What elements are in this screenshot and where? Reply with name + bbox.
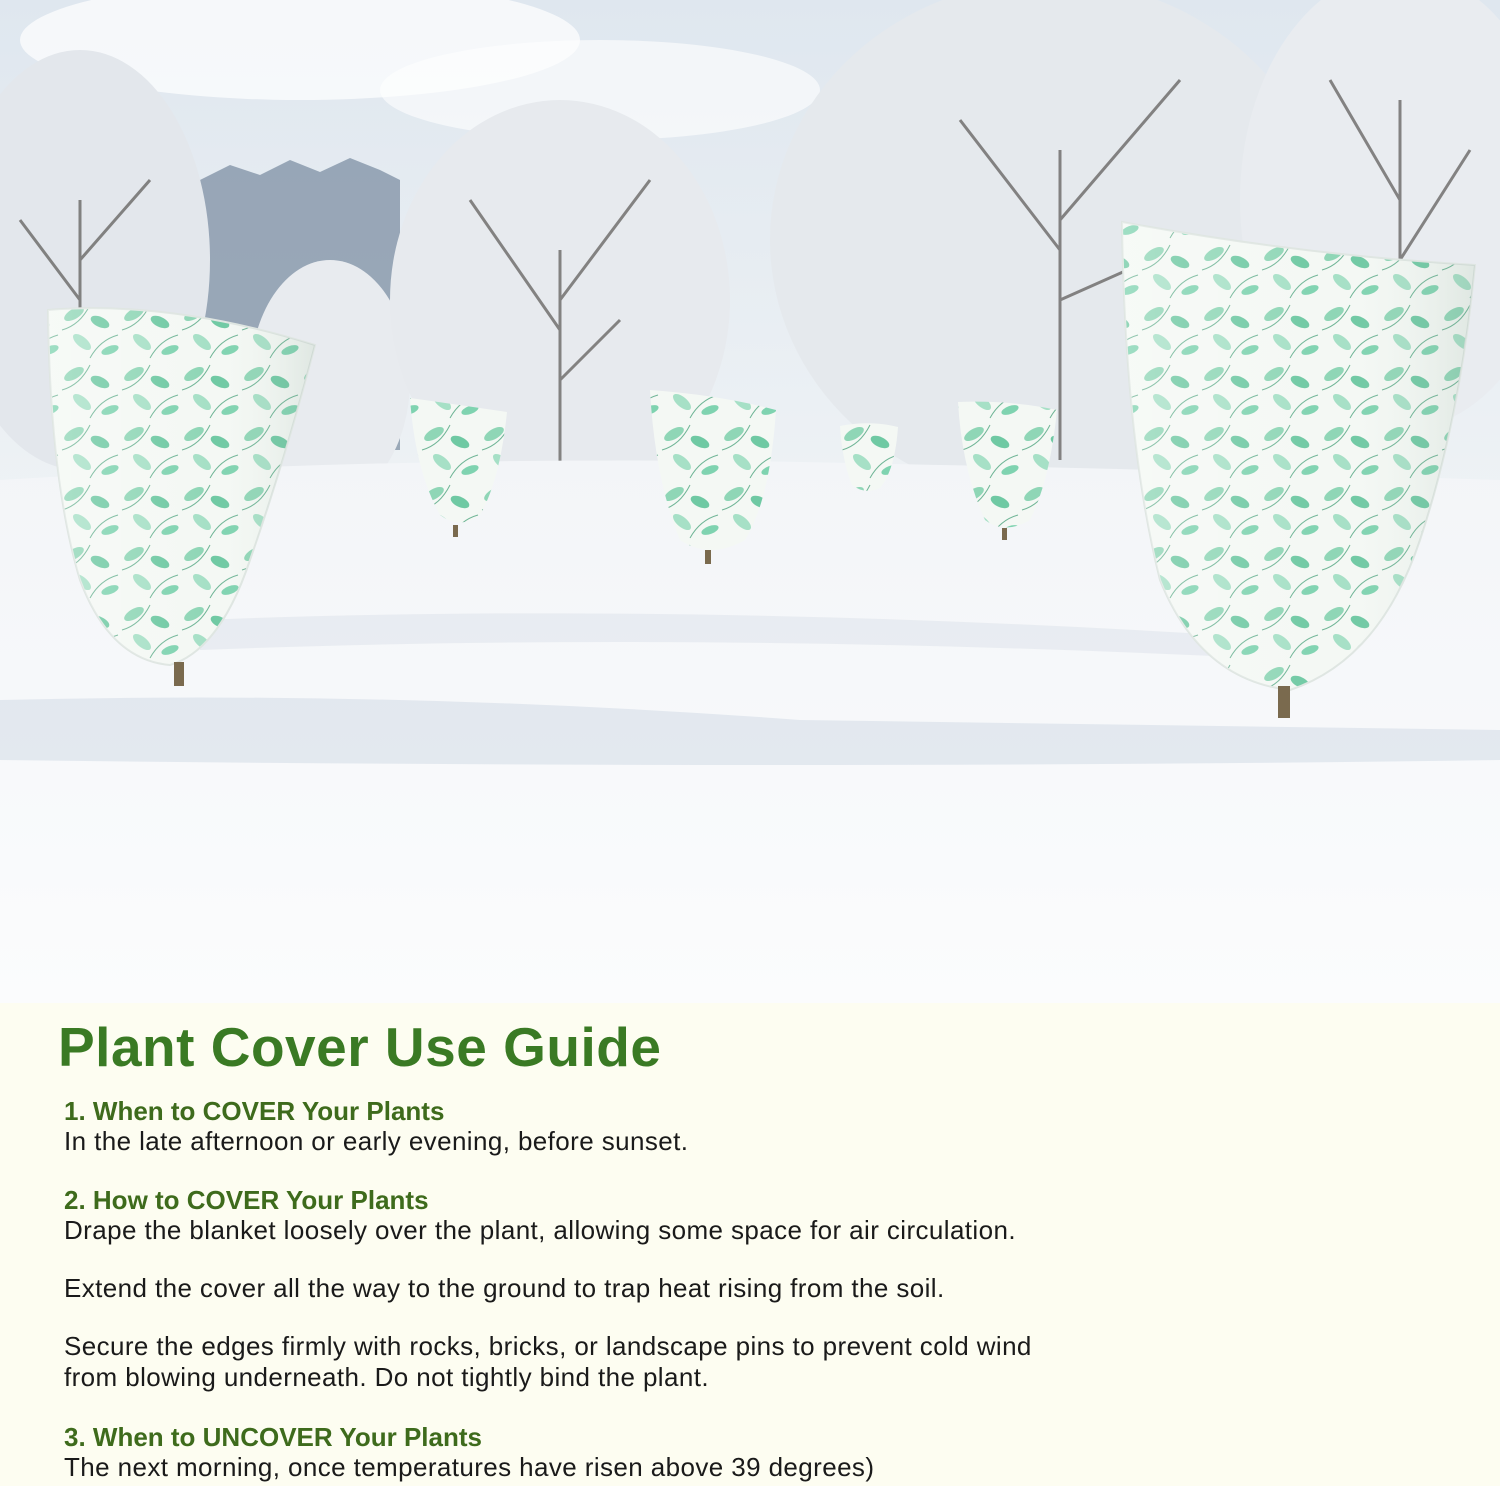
section-how-to-cover	[64, 1185, 1016, 1246]
guide-panel	[0, 1003, 1500, 1486]
section-text: The next morning, once temperatures have risen above 39 degrees)	[64, 1452, 875, 1482]
section-text: Secure the edges firmly with rocks, bricks, or landscape pins to prevent cold wind	[64, 1331, 1032, 1361]
section-text: from blowing underneath. Do not tightly bind the plant.	[64, 1362, 709, 1392]
section-when-to-uncover	[64, 1422, 874, 1483]
section-text: Extend the cover all the way to the ground to trap heat rising from the soil.	[64, 1273, 945, 1303]
section-heading: 2. How to COVER Your Plants	[64, 1185, 429, 1215]
section-heading: 1. When to COVER Your Plants	[64, 1096, 445, 1126]
section-text: In the late afternoon or early evening, before sunset.	[64, 1126, 689, 1156]
section-text: Drape the blanket loosely over the plant, allowing some space for air circulation.	[64, 1215, 1016, 1245]
section-when-to-cover	[64, 1096, 688, 1157]
guide-title: Plant Cover Use Guide	[58, 1016, 662, 1078]
section-heading: 3. When to UNCOVER Your Plants	[64, 1422, 482, 1452]
section-how-to-cover-extend	[64, 1273, 945, 1304]
section-how-to-cover-secure	[64, 1331, 1032, 1393]
